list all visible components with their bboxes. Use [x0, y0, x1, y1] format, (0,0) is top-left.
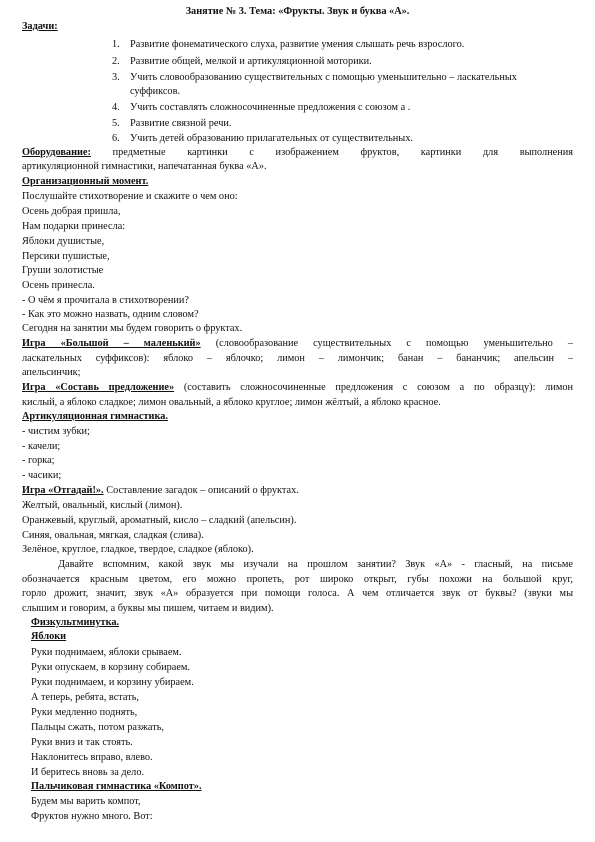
page-title: Занятие № 3. Тема: «Фрукты. Звук и буква «А».	[185, 6, 410, 17]
game2-label: Игра «Составь предложение»	[22, 382, 175, 393]
task-text: Развитие общей, мелкой и артикуляционной моторики.	[130, 56, 372, 67]
game3-text: Составление загадок – описаний о фруктах.	[106, 485, 299, 496]
fizminutka-heading: Физкультминутка.	[31, 617, 120, 628]
poem-line: Персики пушистые,	[22, 251, 110, 262]
poem-line: Нам подарки принесла:	[22, 221, 126, 232]
game1-line	[22, 337, 573, 352]
task-text: суффиксов.	[130, 86, 181, 97]
task-text: Развитие связной речи.	[130, 118, 232, 129]
game1-label: Игра «Большой – маленький»	[22, 338, 201, 349]
artic-item: - качели;	[22, 441, 61, 452]
exercise-line: И беритесь вновь за дело.	[31, 767, 145, 778]
artic-item: - часики;	[22, 470, 62, 481]
game1-text: (словообразование существительных с помощью уменьшительно –	[215, 338, 573, 349]
task-number: 1.	[112, 39, 120, 50]
game2-line	[22, 381, 573, 396]
game3-line	[22, 484, 573, 499]
sound-paragraph-line: горло дрожит, значит, звук «А» образуется при помощи голоса. А чем отличается звук от буквы? (звуки мы	[22, 588, 573, 599]
finger-line: Фруктов нужно много. Вот:	[31, 811, 153, 822]
exercise-line: Руки опускаем, в корзину собираем.	[31, 662, 190, 673]
game1-line-2: ласкательных суффиксов): яблоко – яблочко; лимон – лимончик; банан – бананчик; апельсин –	[22, 353, 573, 364]
task-text: Учить словообразованию существительных с помощью уменьшительно – ласкательных	[130, 72, 517, 83]
sound-paragraph-line: слышим и говорим, а буквы мы пишем, читаем и видим).	[22, 603, 274, 614]
task-number: 4.	[112, 102, 120, 113]
game3-label: Игра «Отгадай!».	[22, 485, 104, 496]
poem-line: Груши золотистые	[22, 265, 104, 276]
artic-heading: Артикуляционная гимнастика.	[22, 411, 168, 422]
task-text: Развитие фонематического слуха, развитие умения слышать речь взрослого.	[130, 39, 465, 50]
exercise-line: Руки вниз и так стоять.	[31, 737, 133, 748]
equipment-label: Оборудование:	[22, 147, 91, 158]
exercise-line: А теперь, ребята, встать,	[31, 692, 140, 703]
task-text: Учить детей образованию прилагательных от существительных.	[130, 133, 413, 144]
task-number: 5.	[112, 118, 120, 129]
game2-text: (составить сложносочиненные предложения с союзом а по образцу): лимон	[183, 382, 573, 393]
riddle-line: Зелёное, круглое, гладкое, твердое, сладкое (яблоко).	[22, 544, 254, 555]
sound-paragraph-line: обозначается красным цветом, его можно пропеть, рот широко открыт, губы похожи на большой круг,	[22, 574, 573, 585]
task-number: 6.	[112, 133, 120, 144]
question-line: - Как это можно назвать, одним словом?	[22, 309, 199, 320]
org-line: Послушайте стихотворение и скажите о чем оно:	[22, 191, 238, 202]
tasks-heading: Задачи:	[22, 21, 58, 32]
question-line: - О чём я прочитала в стихотворении?	[22, 295, 190, 306]
exercise-line: Пальцы сжать, потом разжать,	[31, 722, 164, 733]
equipment-line	[22, 146, 573, 161]
equipment-text: предметные картинки с изображением фруктов, картинки для выполнения	[112, 147, 573, 158]
sound-paragraph-line: Давайте вспомним, какой звук мы изучали на прошлом занятии? Звук «А» - гласный, на письме	[58, 559, 573, 570]
finger-heading: Пальчиковая гимнастика «Компот».	[31, 781, 202, 792]
artic-item: - чистим зубки;	[22, 426, 90, 437]
riddle-line: Желтый, овальный, кислый (лимон).	[22, 500, 183, 511]
apples-heading: Яблоки	[31, 631, 67, 642]
poem-line: Осень добрая пришла,	[22, 206, 121, 217]
game2-line-2: кислый, а яблоко сладкое; лимон овальный, а яблоко круглое; лимон жёлтый, а яблоко красное.	[22, 397, 441, 408]
artic-item: - горка;	[22, 455, 55, 466]
task-text: Учить составлять сложносочиненные предложения с союзом а .	[130, 102, 411, 113]
exercise-line: Руки медленно поднять,	[31, 707, 138, 718]
riddle-line: Синяя, овальная, мягкая, сладкая (слива).	[22, 530, 204, 541]
poem-line: Яблоки душистые,	[22, 236, 105, 247]
riddle-line: Оранжевый, круглый, ароматный, кисло – сладкий (апельсин).	[22, 515, 297, 526]
exercise-line: Руки поднимаем, и корзину убираем.	[31, 677, 194, 688]
game1-line-3: апельсинчик;	[22, 367, 81, 378]
task-number: 2.	[112, 56, 120, 67]
exercise-line: Руки поднимаем, яблоки срываем.	[31, 647, 182, 658]
poem-line: Осень принесла.	[22, 280, 95, 291]
exercise-line: Наклонитесь вправо, влево.	[31, 752, 153, 763]
topic-line: Сегодня на занятии мы будем говорить о фруктах.	[22, 323, 243, 334]
task-number: 3.	[112, 72, 120, 83]
finger-line: Будем мы варить компот,	[31, 796, 141, 807]
org-heading: Организационный момент.	[22, 176, 149, 187]
equipment-line-2: артикуляционной гимнастики, напечатанная буква «А».	[22, 161, 267, 172]
